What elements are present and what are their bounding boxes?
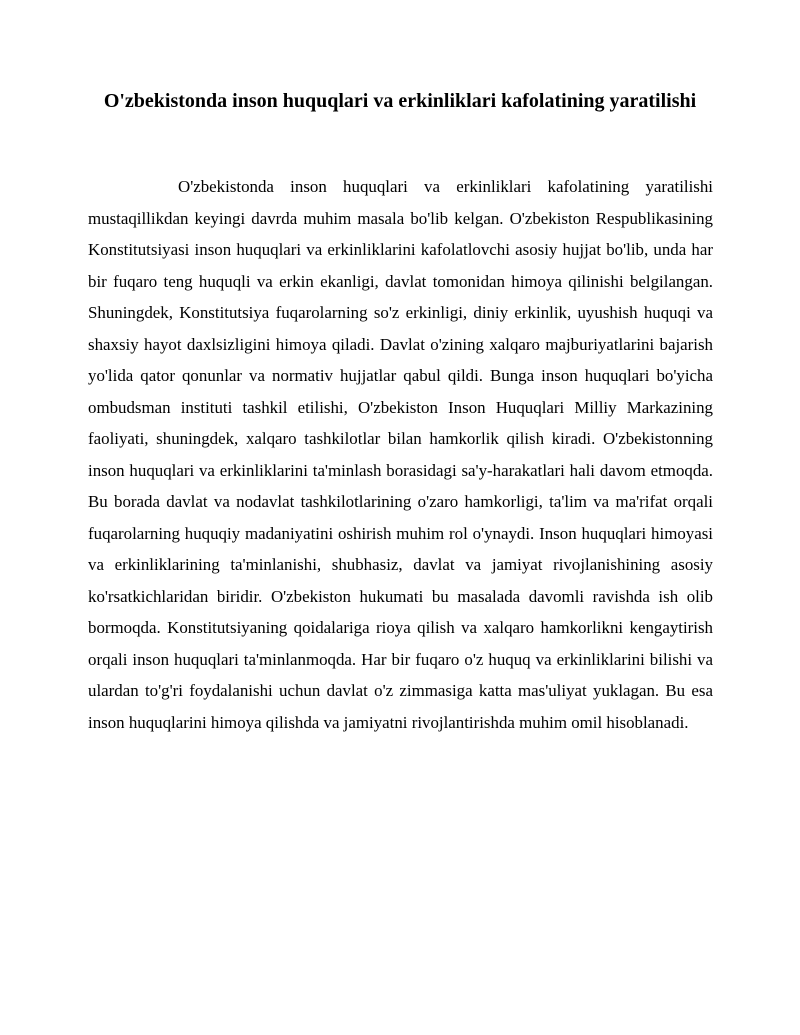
- body-paragraph: O'zbekistonda inson huquqlari va erkinliklari kafolatining yaratilishi mustaqillikdan keyingi davrda muhim masala bo'lib kelgan. O'zbekiston Respublikasining Konstitutsiyasi inson huquqlari va erkinliklarini kafolatlovchi asosiy hujjat bo'lib, unda har bir fuqaro teng huquqli va erkin ekanligi, davlat tomonidan himoya qilinishi belgilangan. Shuningdek, Konstitutsiya fuqarolarning so'z erkinligi, diniy erkinlik, uyushish huquqi va shaxsiy hayot daxlsizligini himoya qiladi. Davlat o'zining xalqaro majburiyatlarini bajarish yo'lida qator qonunlar va normativ hujjatlar qabul qildi. Bunga inson huquqlari bo'yicha ombudsman instituti tashkil etilishi, O'zbekiston Inson Huquqlari Milliy Markazining faoliyati, shuningdek, xalqaro tashkilotlar bilan hamkorlik qilish kiradi. O'zbekistonning inson huquqlari va erkinliklarini ta'minlash borasidagi sa'y-harakatlari hali davom etmoqda. Bu borada davlat va nodavlat tashkilotlarining o'zaro hamkorligi, ta'lim va ma'rifat orqali fuqarolarning huquqiy madaniyatini oshirish muhim rol o'ynaydi. Inson huquqlari himoyasi va erkinliklarining ta'minlanishi, shubhasiz, davlat va jamiyat rivojlanishining asosiy ko'rsatkichlaridan biridir. O'zbekiston hukumati bu masalada davomli ravishda ish olib bormoqda. Konstitutsiyaning qoidalariga rioya qilish va xalqaro hamkorlikni kengaytirish orqali inson huquqlari ta'minlanmoqda. Har bir fuqaro o'z huquq va erkinliklarini bilishi va ulardan to'g'ri foydalanishi uchun davlat o'z zimmasiga katta mas'uliyat yuklagan. Bu esa inson huquqlarini himoya qilishda va jamiyatni rivojlantirishda muhim omil hisoblanadi.: [88, 177, 713, 732]
- document-title: O'zbekistonda inson huquqlari va erkinliklari kafolatining yaratilishi: [103, 90, 697, 112]
